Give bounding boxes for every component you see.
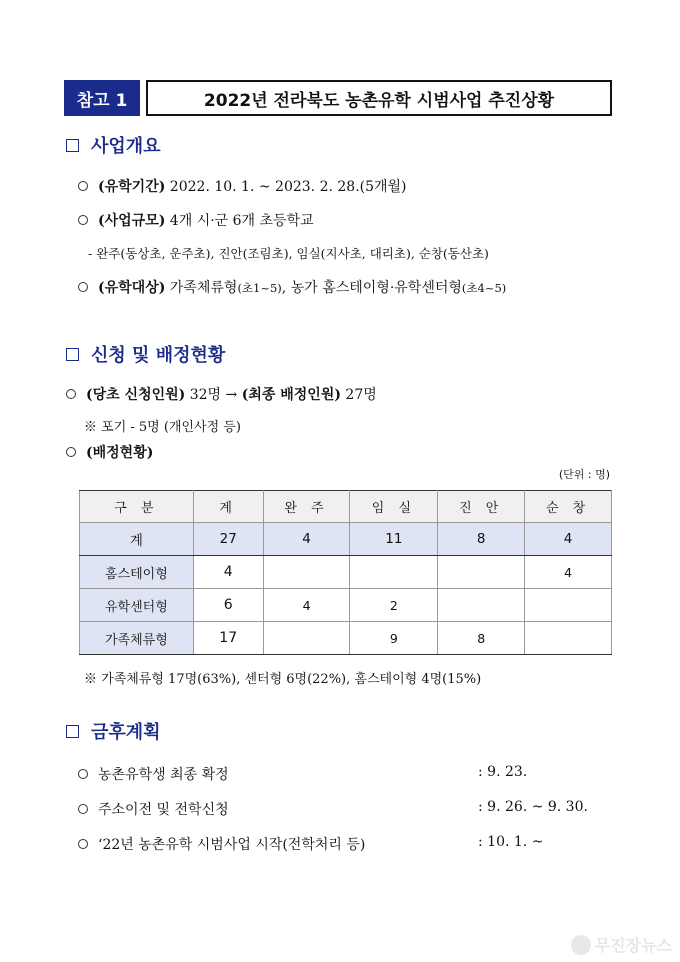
circle-bullet-icon: [78, 804, 88, 814]
applicants-line: [66, 384, 377, 404]
target-homestay-grade: (초4~5): [461, 281, 507, 295]
table-cell: 8: [438, 622, 525, 655]
study-period-label: (유학기간): [98, 179, 166, 195]
watermark: [571, 933, 672, 956]
table-cell: 17: [193, 622, 263, 655]
table-row: [80, 622, 612, 655]
plan-item-date: : 9. 23.: [478, 764, 528, 780]
watermark-text: 무진장뉴스: [594, 936, 672, 955]
table-cell: [263, 556, 350, 589]
table-header-cell: 완 주: [263, 491, 350, 523]
square-bullet-icon: [66, 348, 79, 361]
table-header-cell: 임 실: [350, 491, 438, 523]
plan-item: [78, 764, 229, 784]
table-cell: 8: [438, 523, 525, 556]
project-scale-value: 4개 시·군 6개 초등학교: [165, 213, 314, 229]
plan-item-label: 농촌유학생 최종 확정: [98, 767, 229, 783]
study-target-line: [78, 277, 506, 297]
table-cell: 계: [80, 523, 194, 556]
plan-item: [78, 834, 365, 854]
square-bullet-icon: [66, 725, 79, 738]
table-cell: 4: [263, 589, 350, 622]
initial-applicants-label: (당초 신청인원): [86, 387, 186, 403]
table-cell: 4: [525, 556, 612, 589]
table-cell: 4: [525, 523, 612, 556]
table-header-row: [80, 491, 612, 523]
circle-bullet-icon: [78, 215, 88, 225]
table-cell: 11: [350, 523, 438, 556]
plan-item: [78, 799, 229, 819]
section-title: 신청 및 배정현황: [91, 345, 226, 366]
study-target-label: (유학대상): [98, 280, 166, 296]
table-cell: 9: [350, 622, 438, 655]
final-assigned-label: (최종 배정인원): [241, 387, 341, 403]
circle-bullet-icon: [78, 769, 88, 779]
table-cell: [350, 556, 438, 589]
document-title: 2022년 전라북도 농촌유학 시범사업 추진상황: [146, 80, 612, 116]
initial-applicants-value: 32명 →: [185, 387, 242, 403]
plan-item-label: 주소이전 및 전학신청: [98, 802, 229, 818]
table-cell: [525, 589, 612, 622]
table-cell: [438, 589, 525, 622]
assignment-table: [79, 490, 612, 655]
circle-bullet-icon: [78, 181, 88, 191]
school-list-line: - 완주(동상초, 운주초), 진안(조림초), 임실(지사초, 대리초), 순창(동산초): [88, 246, 489, 261]
ratio-note: ※ 가족체류형 17명(63%), 센터형 6명(22%), 홈스테이형 4명(15%): [84, 672, 482, 687]
plan-item-date: : 10. 1. ~: [478, 834, 544, 850]
section-overview-heading: [66, 132, 161, 158]
table-row: [80, 589, 612, 622]
table-header-cell: 진 안: [438, 491, 525, 523]
assignment-status-line: [66, 442, 153, 462]
plan-item-date: : 9. 26. ~ 9. 30.: [478, 799, 588, 815]
table-row-label: 홈스테이형: [80, 556, 194, 589]
table-header-cell: 계: [193, 491, 263, 523]
table-cell: [525, 622, 612, 655]
section-title: 사업개요: [91, 136, 161, 157]
table-total-row: [80, 523, 612, 556]
circle-bullet-icon: [78, 282, 88, 292]
dropout-note: ※ 포기 - 5명 (개인사정 등): [84, 420, 241, 435]
table-cell: 2: [350, 589, 438, 622]
circle-bullet-icon: [78, 839, 88, 849]
circle-bullet-icon: [66, 447, 76, 457]
table-header-cell: 구 분: [80, 491, 194, 523]
section-plan-heading: [66, 718, 161, 744]
study-period-value: 2022. 10. 1. ~ 2023. 2. 28.(5개월): [165, 179, 407, 195]
table-row-label: 가족체류형: [80, 622, 194, 655]
table-cell: 6: [193, 589, 263, 622]
circle-bullet-icon: [66, 389, 76, 399]
assignment-status-label: (배정현황): [86, 445, 154, 461]
study-period-line: [78, 176, 407, 196]
table-row-label: 유학센터형: [80, 589, 194, 622]
plan-item-label: ‘22년 농촌유학 시범사업 시작(전학처리 등): [98, 837, 366, 853]
reference-badge: 참고 1: [64, 80, 140, 116]
table-cell: 4: [193, 556, 263, 589]
watermark-logo-icon: [571, 935, 591, 955]
table-cell: [263, 622, 350, 655]
unit-label: (단위 : 명): [558, 468, 610, 481]
table-cell: 4: [263, 523, 350, 556]
target-family-type: 가족체류형: [165, 280, 238, 296]
table-row: [80, 556, 612, 589]
project-scale-line: [78, 210, 314, 230]
target-family-grade: (초1~5): [237, 281, 282, 295]
table-cell: [438, 556, 525, 589]
project-scale-label: (사업규모): [98, 213, 166, 229]
target-homestay-center: , 농가 홈스테이형·유학센터형: [281, 280, 462, 296]
square-bullet-icon: [66, 139, 79, 152]
section-application-heading: [66, 341, 225, 367]
section-title: 금후계획: [91, 722, 161, 743]
final-assigned-value: 27명: [340, 387, 377, 403]
table-header-cell: 순 창: [525, 491, 612, 523]
table-cell: 27: [193, 523, 263, 556]
